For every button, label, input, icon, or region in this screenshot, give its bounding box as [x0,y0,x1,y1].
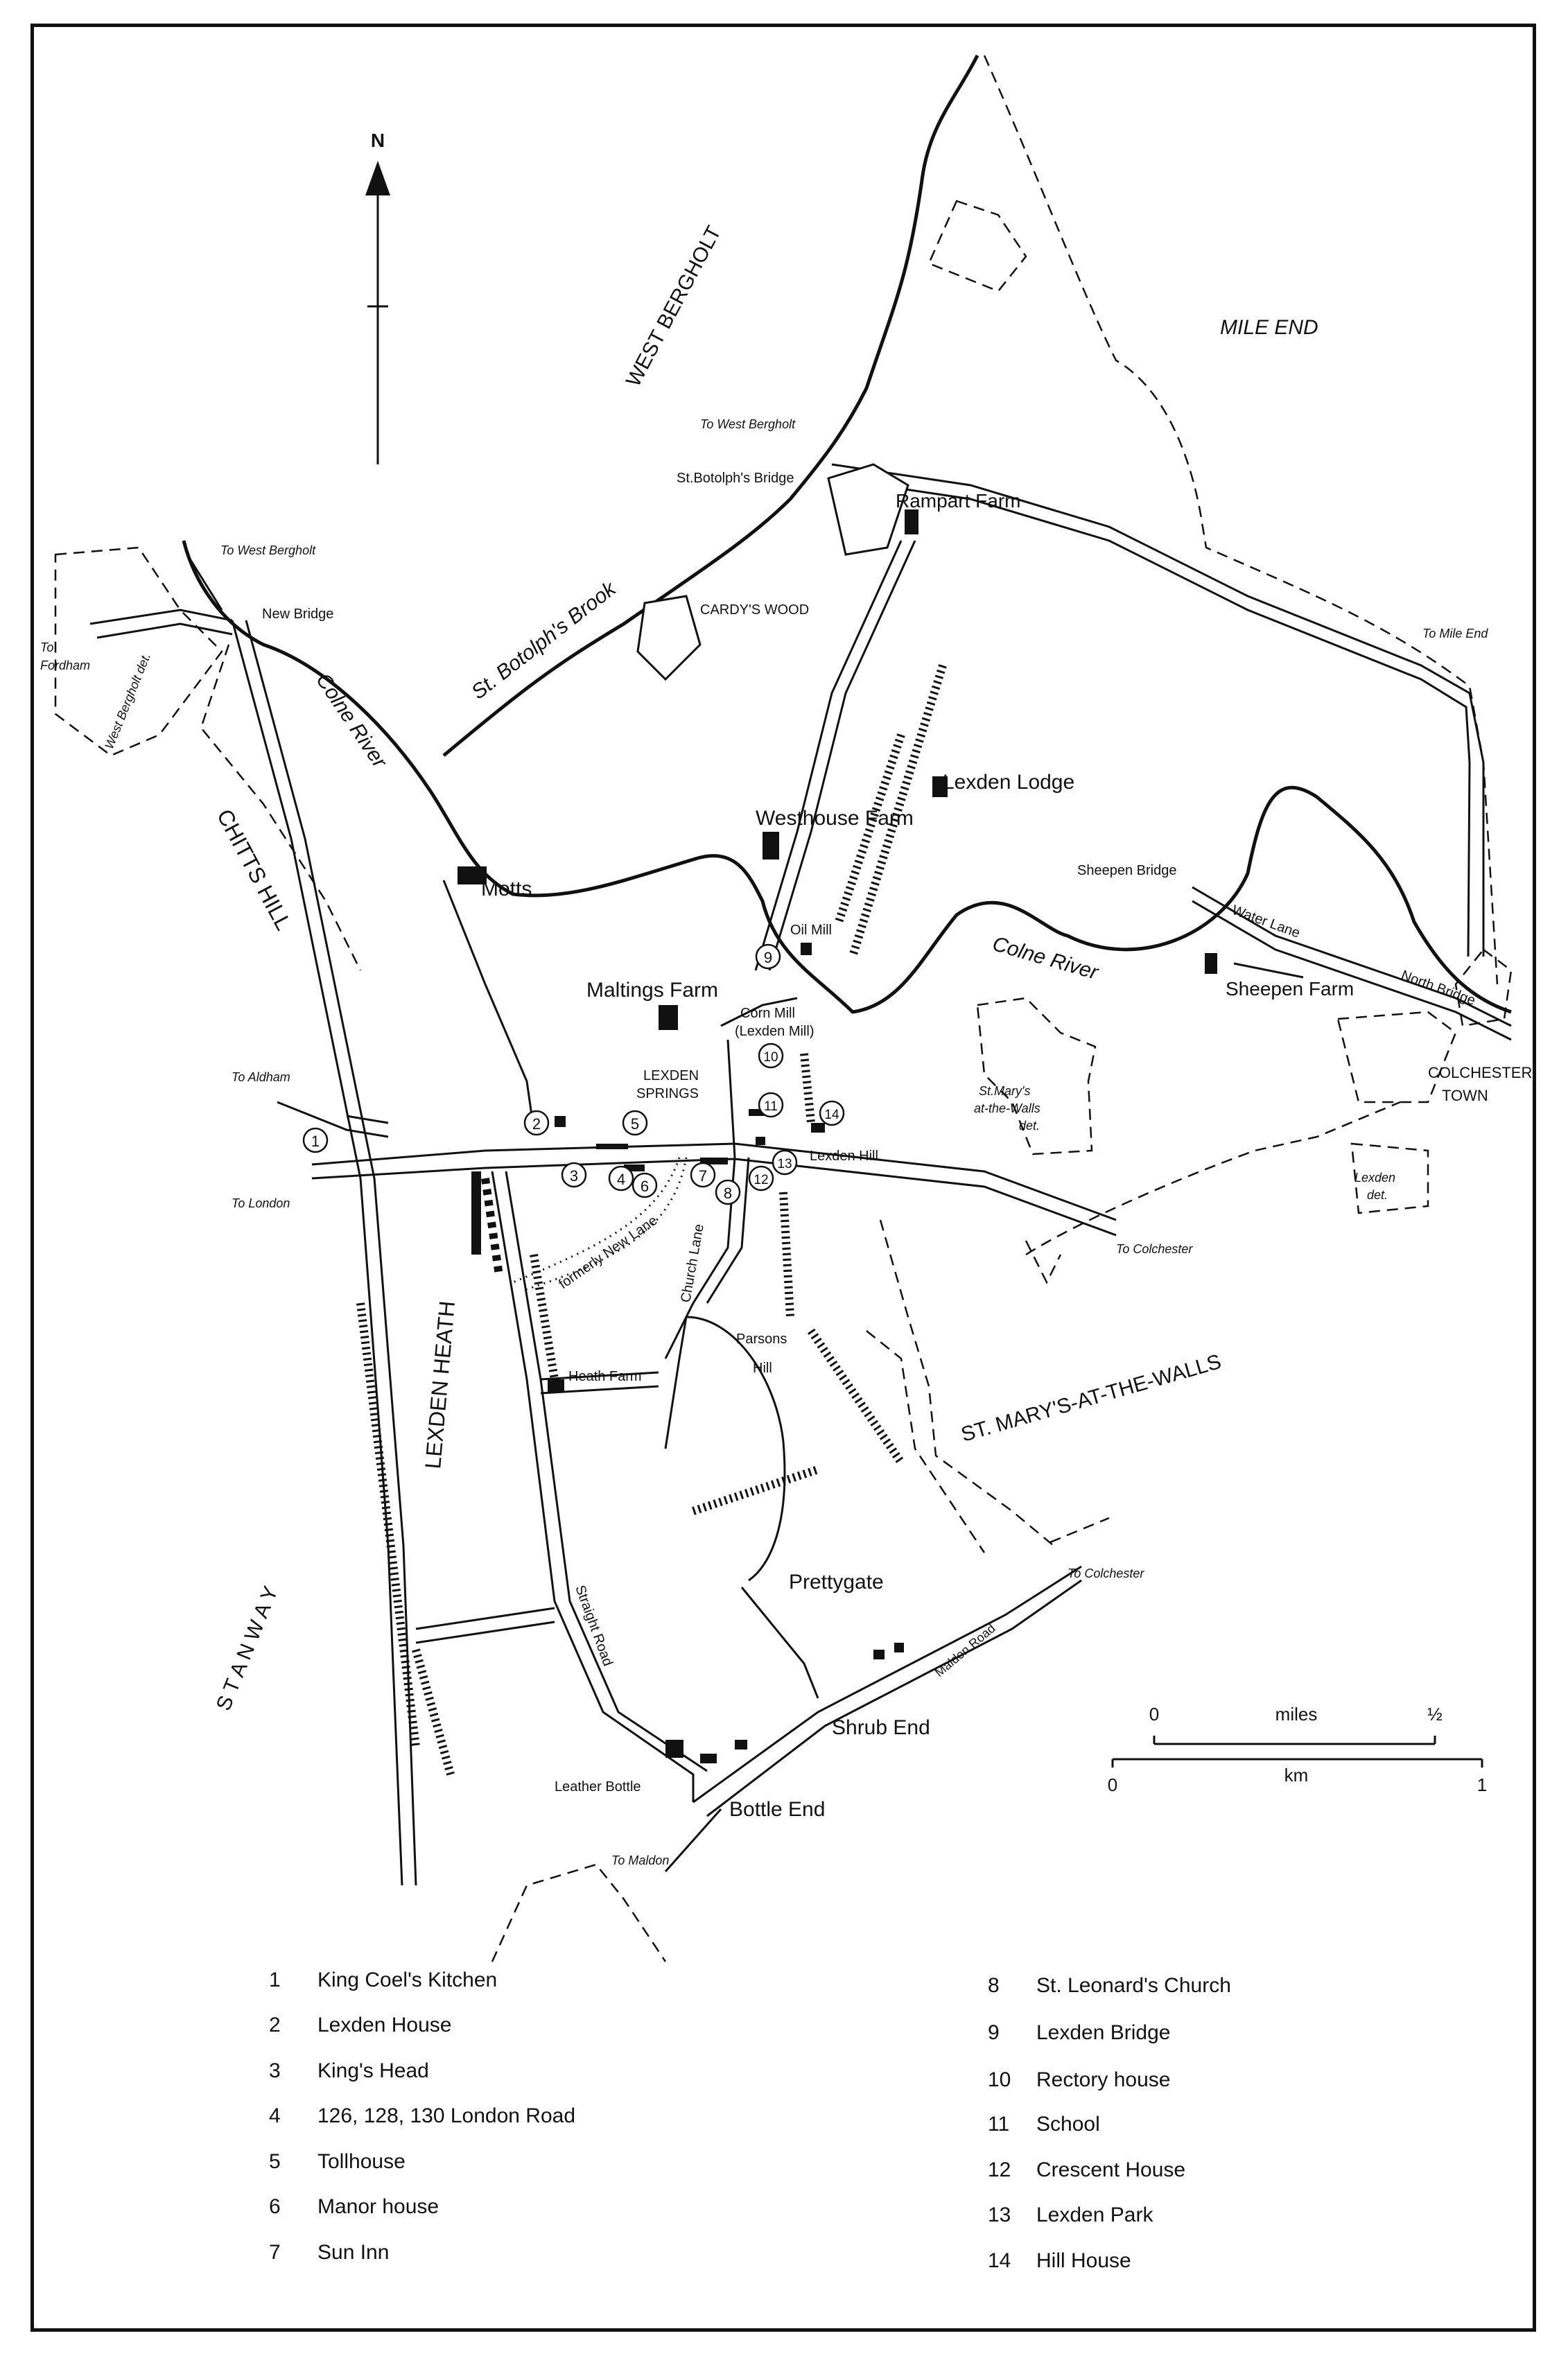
label-sheepen-farm: Sheepen Farm [1226,978,1354,1000]
svg-text:12: 12 [753,1173,769,1187]
north-arrow [365,130,390,464]
label-water-lane: Water Lane [1230,902,1303,941]
region-west-bergholt: WEST BERGHOLT [622,222,726,391]
svg-text:7: 7 [698,1167,708,1185]
svg-text:3: 3 [569,1167,579,1185]
label-maltings-farm: Maltings Farm [586,979,719,1002]
site-markers [304,945,844,1204]
scale-miles-half: ½ [1427,1704,1443,1725]
north-label: N [370,130,385,151]
site-marker-4 [609,1167,633,1190]
site-marker-3 [562,1163,586,1187]
svg-text:10: 10 [763,1050,778,1065]
label-lexden-springs-1: LEXDEN [643,1068,699,1083]
label-heath-farm: Heath Farm [568,1369,642,1384]
label-shrub-end: Shrub End [832,1716,930,1739]
label-st-botolphs-bridge: St.Botolph's Bridge [677,471,794,486]
site-marker-13 [773,1151,796,1174]
scale-km-one: 1 [1476,1774,1488,1795]
label-oil-mill: Oil Mill [790,923,832,938]
site-marker-6 [633,1173,656,1197]
label-to-colchester-east: To Colchester [1116,1242,1193,1256]
scale-bar [1108,1704,1487,1795]
label-st-marys-det-3: det. [1019,1119,1040,1133]
site-marker-7 [691,1163,715,1187]
site-marker-11 [759,1093,783,1117]
label-to-london: To London [232,1196,290,1210]
svg-text:4: 4 [616,1171,626,1188]
label-lexden-lodge: Lexden Lodge [943,771,1075,794]
label-to-fordham-1: To [40,640,54,654]
label-to-fordham-2: Fordham [40,658,91,672]
label-new-bridge: New Bridge [262,607,334,622]
label-leather-bottle: Leather Bottle [555,1779,641,1795]
svg-text:6: 6 [640,1178,650,1195]
svg-text:13: 13 [777,1157,792,1171]
label-motts: Motts [481,878,532,900]
label-prettygate: Prettygate [789,1571,884,1594]
label-westhouse-farm: Westhouse Farm [756,807,914,830]
site-marker-8 [716,1180,740,1204]
label-cardys-wood: CARDY'S WOOD [700,602,810,618]
site-marker-5 [623,1111,647,1135]
region-colchester-town-2: TOWN [1442,1087,1488,1104]
label-to-west-bergholt-west: To West Bergholt [220,543,316,557]
site-marker-2 [525,1111,548,1135]
scale-km-label: km [1284,1765,1309,1786]
label-to-maldon: To Maldon [611,1853,670,1867]
label-lexden-springs-2: SPRINGS [636,1086,699,1101]
label-st-marys-det-2: at-the-Walls [974,1101,1040,1115]
svg-text:14: 14 [824,1108,839,1122]
label-maldon-road: Maldon Road [932,1621,998,1680]
roads [90,464,1511,1885]
label-lexden-det-1: Lexden [1354,1171,1396,1185]
scale-miles-label: miles [1275,1704,1318,1725]
label-lexden-det-2: det. [1367,1188,1388,1202]
site-marker-14 [820,1101,844,1125]
label-colne-river-east: Colne River [990,932,1101,984]
region-colchester-town-1: COLCHESTER [1428,1064,1533,1081]
region-mile-end: MILE END [1220,316,1318,339]
label-colne-river-west: Colne River [311,669,392,772]
site-marker-1 [304,1128,327,1152]
legend-left: 1 King Coel's Kitchen 2 Lexden House 3 King's Head 4 126, 128, 130 London Road 5 Tollhouse 6 Manor house 7 Sun Inn [269,1969,575,2264]
site-marker-9 [756,945,780,968]
label-st-marys-det-1: St.Mary's [979,1084,1031,1098]
former-lane [513,1158,686,1289]
svg-text:5: 5 [630,1115,640,1133]
region-st-marys: ST. MARY'S-AT-THE-WALLS [958,1350,1224,1447]
svg-text:1: 1 [311,1133,320,1150]
label-corn-mill: Corn Mill [740,1006,795,1021]
label-church-lane: Church Lane [678,1223,707,1304]
region-stanway: S T A N W A Y [211,1582,283,1714]
label-sheepen-bridge: Sheepen Bridge [1077,863,1177,878]
label-to-aldham: To Aldham [232,1070,290,1084]
label-lexden-hill: Lexden Hill [810,1149,878,1164]
label-straight-road: Straight Road [572,1583,616,1668]
site-marker-12 [749,1167,773,1190]
site-marker-10 [759,1044,783,1067]
label-west-bergholt-det: West Bergholt det. [102,651,154,751]
region-labels [212,222,1533,1714]
label-north-bridge: North Bridge [1399,968,1478,1009]
label-formerly-new-lane: formerly New Lane [556,1212,661,1293]
label-to-west-bergholt-north: To West Bergholt [700,417,796,431]
label-lexden-mill: (Lexden Mill) [735,1024,815,1039]
label-rampart-farm: Rampart Farm [896,490,1021,512]
legend-right: 8 St. Leonard's Church 9 Lexden Bridge 10 Rectory house 11 School 12 Crescent House 13 Lexden Park 14 Hill House [988,1974,1231,2272]
scale-miles-zero: 0 [1149,1704,1160,1725]
region-chitts-hill: CHITTS HILL [211,805,297,934]
label-bottle-end: Bottle End [729,1798,826,1821]
region-lexden-heath: LEXDEN HEATH [420,1300,460,1470]
label-parsons-hill-2: Hill [753,1361,772,1376]
label-to-mile-end: To Mile End [1422,627,1488,640]
svg-text:8: 8 [723,1185,733,1202]
svg-text:9: 9 [763,949,773,966]
label-parsons-hill-1: Parsons [736,1332,787,1347]
svg-text:2: 2 [532,1115,541,1133]
label-to-colchester-south: To Colchester [1068,1567,1144,1580]
label-st-botolphs-brook: St. Botolph's Brook [467,577,620,704]
scale-km-zero: 0 [1107,1774,1118,1795]
svg-text:11: 11 [764,1099,778,1114]
